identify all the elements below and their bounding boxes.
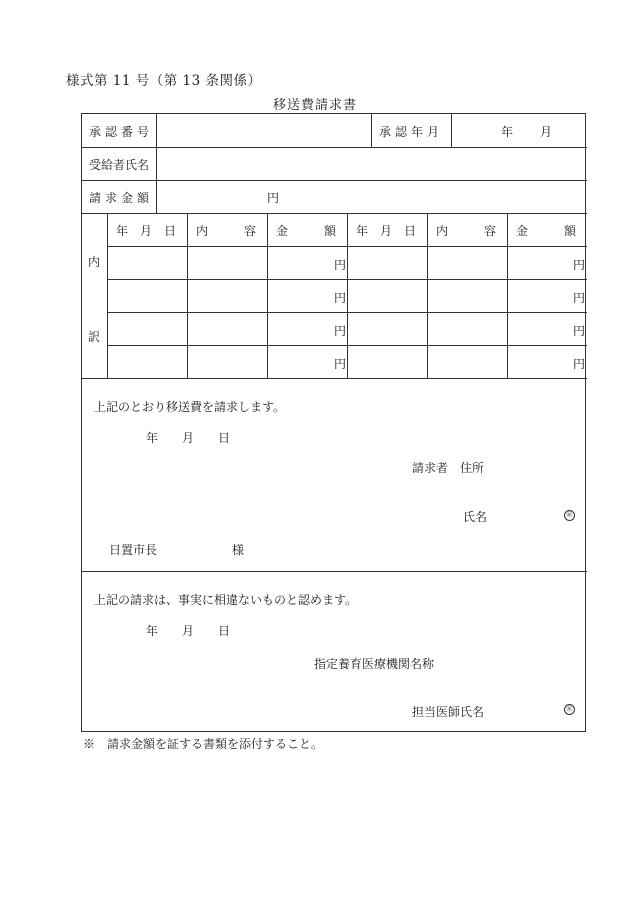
institution-name-label: 指定養育医療機関名称 (314, 657, 435, 671)
breakdown-column-divider (267, 213, 268, 378)
row-yen: 円 (573, 291, 586, 305)
row-yen: 円 (334, 258, 347, 272)
honorific: 様 (232, 543, 245, 557)
document-title: 移送費請求書 (272, 98, 357, 113)
row-divider (82, 147, 587, 148)
approval-month-unit: 月 (540, 125, 553, 139)
breakdown-label-bottom: 訳 (88, 330, 101, 344)
breakdown-label-top: 内 (88, 255, 101, 269)
breakdown-column-divider (347, 213, 348, 378)
row-yen: 円 (573, 357, 586, 371)
row-yen: 円 (573, 258, 586, 272)
breakdown-column-divider (107, 213, 108, 378)
breakdown-column-divider (507, 213, 508, 378)
column-header-amount: 金 額 (516, 224, 577, 238)
row-yen: 円 (334, 324, 347, 338)
breakdown-column-divider (187, 213, 188, 378)
breakdown-column-divider (427, 213, 428, 378)
seal-icon: ㊞ (564, 704, 575, 715)
claim-amount-yen: 円 (267, 191, 280, 205)
column-divider (371, 114, 372, 147)
recipient-name-label: 受給者氏名 (89, 158, 150, 172)
attachment-note: ※ 請求金額を証する書類を添付すること。 (83, 737, 324, 751)
row-yen: 円 (334, 291, 347, 305)
claim-amount-label: 請求金額 (89, 191, 154, 205)
approval-number-label: 承認番号 (89, 125, 154, 139)
column-header-date: 年 月 日 (116, 224, 177, 238)
approval-month-label: 承認年月 (379, 125, 444, 139)
column-divider (451, 114, 452, 147)
seal-icon: ㊞ (564, 510, 575, 521)
form-number: 様式第 11 号（第 13 条関係） (66, 73, 262, 89)
row-yen: 円 (334, 357, 347, 371)
doctor-name-label: 担当医師氏名 (412, 705, 485, 719)
section-divider (82, 571, 587, 572)
row-divider (82, 213, 587, 214)
addressee: 日置市長 (109, 543, 158, 557)
claimant-name-label: 氏名 (463, 510, 488, 524)
column-header-content: 内 容 (196, 224, 257, 238)
claim-form (81, 113, 586, 732)
certification-date: 年 月 日 (146, 624, 231, 638)
row-yen: 円 (573, 324, 586, 338)
certification-statement: 上記の請求は、事実に相違ないものと認めます。 (94, 593, 358, 607)
claimant-address-label: 請求者 住所 (412, 461, 485, 475)
claim-date: 年 月 日 (146, 431, 231, 445)
column-header-amount: 金 額 (276, 224, 337, 238)
claim-statement: 上記のとおり移送費を請求します。 (94, 400, 286, 414)
column-header-content: 内 容 (436, 224, 497, 238)
column-header-date: 年 月 日 (356, 224, 417, 238)
column-divider (156, 114, 157, 213)
approval-year-unit: 年 (501, 125, 514, 139)
section-divider (82, 378, 587, 379)
row-divider (82, 180, 587, 181)
